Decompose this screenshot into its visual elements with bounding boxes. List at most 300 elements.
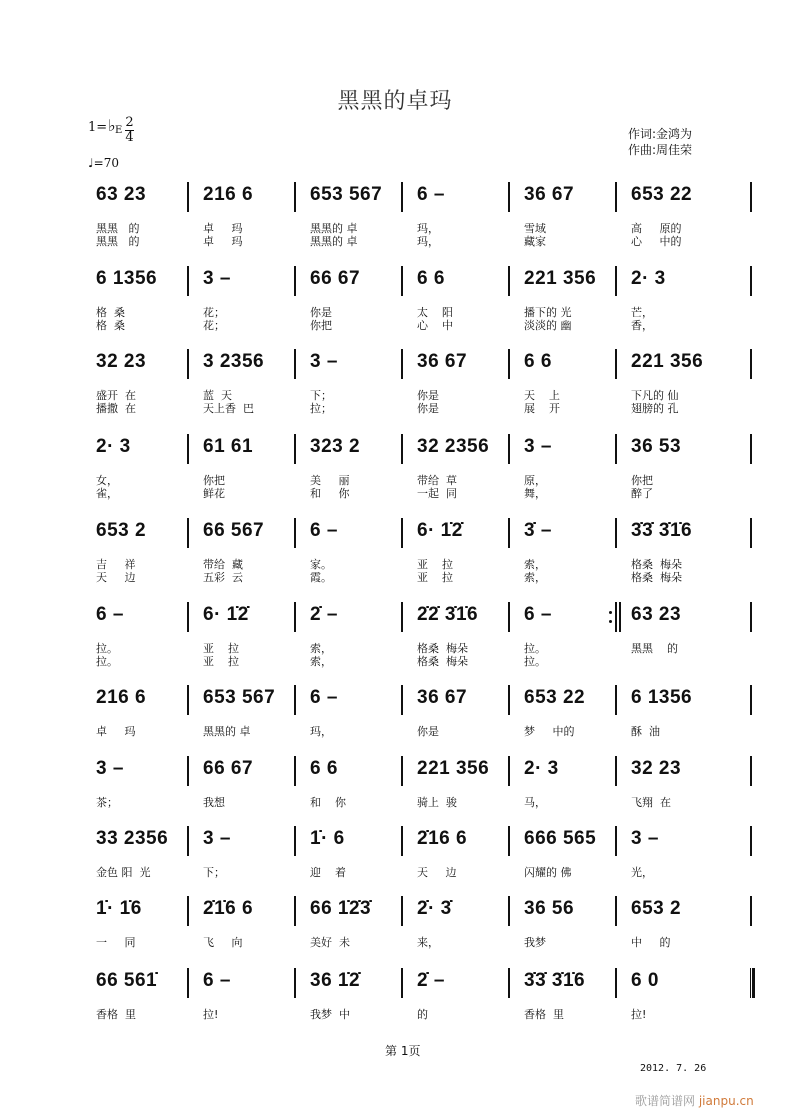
barline	[508, 518, 510, 548]
measure-notes: 653 2	[96, 520, 147, 541]
measure-notes: 2̇16 6	[417, 828, 468, 849]
lyrics-verse-2: 拉。	[524, 655, 546, 668]
measure	[623, 260, 730, 330]
measure	[88, 679, 195, 749]
measure	[88, 260, 195, 330]
measure	[623, 679, 730, 749]
barline	[294, 518, 296, 548]
measure-notes: 6 –	[203, 970, 231, 991]
barline	[187, 896, 189, 926]
score-row	[88, 750, 728, 820]
lyrics-verse-1: 美好 未	[310, 936, 350, 949]
measure-notes: 1̇· 1̇6	[96, 898, 142, 919]
measure-notes: 221 356	[417, 758, 490, 779]
measure	[302, 962, 409, 1032]
barline	[401, 518, 403, 548]
measure-notes: 2· 3	[96, 436, 131, 457]
lyrics-verse-1: 和 你	[310, 796, 346, 809]
measure-notes: 221 356	[631, 351, 704, 372]
lyrics-verse-1: 茶；	[96, 796, 118, 809]
barline	[401, 756, 403, 786]
barline	[615, 826, 617, 856]
composer: 作曲:周佳荣	[628, 143, 693, 157]
measure	[195, 512, 302, 582]
barline	[508, 685, 510, 715]
measure-notes: 3 –	[96, 758, 124, 779]
lyrics-verse-1: 下；	[310, 389, 332, 402]
barline	[294, 266, 296, 296]
barline	[401, 182, 403, 212]
barline	[401, 685, 403, 715]
barline	[294, 826, 296, 856]
lyrics-verse-1: 中 的	[631, 936, 671, 949]
measure-notes: 66 67	[310, 268, 361, 289]
measure-notes: 66 567	[203, 520, 265, 541]
lyrics-verse-1: 拉。	[524, 642, 546, 655]
lyrics-verse-2: 心 中	[417, 319, 453, 332]
measure	[409, 260, 516, 330]
measure	[516, 596, 623, 666]
measure	[195, 596, 302, 666]
lyrics-verse-1: 来，	[417, 936, 439, 949]
measure-notes: 36 1̇2̇	[310, 970, 361, 991]
lyrics-verse-2: 拉。	[96, 655, 118, 668]
measure	[195, 260, 302, 330]
lyrics-verse-2: 一起 同	[417, 487, 457, 500]
measure	[623, 962, 730, 1032]
lyrics-verse-2: 天 边	[96, 571, 136, 584]
score-row	[88, 343, 728, 413]
barline	[615, 182, 617, 212]
lyrics-verse-2: 藏家	[524, 235, 546, 248]
lyrics-verse-1: 格桑 梅朵	[631, 558, 682, 571]
lyrics-verse-1: 天 边	[417, 866, 457, 879]
lyrics-verse-1: 梦 中的	[524, 725, 575, 738]
measure-notes: 66 561̇	[96, 970, 158, 991]
time-top: 2	[125, 115, 134, 130]
measure	[409, 679, 516, 749]
barline	[294, 968, 296, 998]
measure-notes: 36 67	[524, 184, 575, 205]
barline	[401, 266, 403, 296]
measure	[302, 428, 409, 498]
lyrics-verse-1: 你是	[310, 306, 332, 319]
lyrics-verse-1: 格 桑	[96, 306, 125, 319]
lyrics-verse-2: 心 中的	[631, 235, 682, 248]
barline	[508, 266, 510, 296]
lyrics-verse-2: 花；	[203, 319, 225, 332]
measure	[88, 596, 195, 666]
measure-notes: 3 2356	[203, 351, 265, 372]
lyrics-verse-2: 翅膀的 孔	[631, 402, 679, 415]
final-barline	[750, 968, 755, 998]
measure	[623, 750, 730, 820]
measure-notes: 3 –	[310, 351, 338, 372]
measure-notes: 32 2356	[417, 436, 490, 457]
lyrics-verse-2: 格桑 梅朵	[417, 655, 468, 668]
lyrics-verse-1: 你是	[417, 725, 439, 738]
measure-notes: 6 6	[310, 758, 338, 779]
measure-notes: 32 23	[631, 758, 682, 779]
lyrics-verse-2: 亚 拉	[203, 655, 239, 668]
lyrics-verse-1: 卓 玛	[96, 725, 136, 738]
barline	[187, 685, 189, 715]
measure-notes: 2̇ –	[310, 604, 338, 625]
measure	[516, 820, 623, 890]
measure-notes: 33 2356	[96, 828, 169, 849]
barline	[401, 896, 403, 926]
tempo-marking: ♩=70	[88, 156, 119, 170]
measure	[302, 260, 409, 330]
barline	[508, 756, 510, 786]
measure-notes: 32 23	[96, 351, 147, 372]
measure	[88, 962, 195, 1032]
measure-notes: 6· 1̇2̇	[417, 520, 463, 541]
lyrics-verse-1: 迎 着	[310, 866, 346, 879]
measure-notes: 2̇1̇6 6	[203, 898, 254, 919]
lyrics-verse-2: 格桑 梅朵	[631, 571, 682, 584]
measure	[195, 428, 302, 498]
barline	[187, 266, 189, 296]
measure-notes: 323 2	[310, 436, 361, 457]
lyrics-verse-2: 黑黑 的	[96, 235, 140, 248]
lyrics-verse-1: 你把	[631, 474, 653, 487]
measure	[302, 820, 409, 890]
key-note: E	[115, 125, 123, 136]
measure	[88, 176, 195, 246]
measure	[88, 343, 195, 413]
lyrics-verse-1: 拉。	[96, 642, 118, 655]
lyrics-verse-1: 卓 玛	[203, 222, 243, 235]
measure-notes: 6 1356	[631, 687, 693, 708]
score-row	[88, 596, 728, 666]
measure-notes: 2̇· 3̇	[417, 898, 452, 919]
lyrics-verse-2: 天上香 巴	[203, 402, 254, 415]
measure-notes: 216 6	[96, 687, 147, 708]
measure	[516, 890, 623, 960]
barline	[508, 896, 510, 926]
barline	[750, 896, 752, 926]
measure-notes: 3 –	[631, 828, 659, 849]
measure	[623, 890, 730, 960]
measure-notes: 36 56	[524, 898, 575, 919]
measure-notes: 6 –	[524, 604, 552, 625]
measure	[516, 428, 623, 498]
barline	[294, 182, 296, 212]
lyrics-verse-2: 香，	[631, 319, 653, 332]
barline	[508, 968, 510, 998]
barline	[294, 434, 296, 464]
measure-notes: 2· 3	[524, 758, 559, 779]
measure-notes: 63 23	[96, 184, 147, 205]
measure-notes: 36 67	[417, 687, 468, 708]
measure	[623, 176, 730, 246]
measure	[409, 343, 516, 413]
measure	[516, 512, 623, 582]
time-signature	[125, 116, 134, 145]
barline	[615, 896, 617, 926]
lyrics-verse-1: 下凡的 仙	[631, 389, 679, 402]
barline	[615, 349, 617, 379]
barline	[187, 968, 189, 998]
time-bottom: 4	[125, 130, 134, 145]
lyrics-verse-1: 马，	[524, 796, 546, 809]
lyrics-verse-2: 舞，	[524, 487, 546, 500]
measure-notes: 36 67	[417, 351, 468, 372]
barline	[750, 826, 752, 856]
measure-notes: 3̇ –	[524, 520, 552, 541]
barline	[750, 756, 752, 786]
measure	[195, 679, 302, 749]
measure-notes: 2̇ –	[417, 970, 445, 991]
measure	[302, 679, 409, 749]
measure-notes: 653 2	[631, 898, 682, 919]
measure-notes: 221 356	[524, 268, 597, 289]
lyrics-verse-1: 吉 祥	[96, 558, 136, 571]
measure	[88, 820, 195, 890]
barline	[508, 602, 510, 632]
barline	[508, 826, 510, 856]
barline	[750, 434, 752, 464]
barline	[294, 756, 296, 786]
lyrics-verse-1: 你是	[417, 389, 439, 402]
barline	[615, 518, 617, 548]
lyrics-verse-1: 播下的 光	[524, 306, 572, 319]
barline	[401, 968, 403, 998]
measure-notes: 6 –	[96, 604, 124, 625]
score-row	[88, 820, 728, 890]
lyrics-verse-1: 玛，	[310, 725, 332, 738]
date: 2012. 7. 26	[640, 1063, 707, 1074]
lyrics-verse-1: 带给 藏	[203, 558, 243, 571]
lyrics-verse-1: 香格 里	[96, 1008, 136, 1021]
lyrics-verse-1: 原，	[524, 474, 546, 487]
lyrics-verse-1: 黑黑 的	[631, 642, 678, 655]
measure-notes: 2̇2̇ 3̇1̇6	[417, 604, 479, 625]
lyrics-verse-1: 黑黑的 卓	[203, 725, 251, 738]
lyrics-verse-1: 带给 草	[417, 474, 457, 487]
measure	[409, 750, 516, 820]
barline	[294, 602, 296, 632]
measure	[409, 176, 516, 246]
barline	[187, 756, 189, 786]
barline	[508, 182, 510, 212]
lyrics-verse-2: 和 你	[310, 487, 350, 500]
lyrics-verse-2: 霞。	[310, 571, 332, 584]
measure	[623, 820, 730, 890]
measure-notes: 6 6	[417, 268, 445, 289]
lyrics-verse-2: 醉了	[631, 487, 653, 500]
lyrics-verse-1: 女，	[96, 474, 118, 487]
lyrics-verse-1: 我想	[203, 796, 225, 809]
measure	[516, 176, 623, 246]
lyrics-verse-1: 索，	[310, 642, 332, 655]
barline	[187, 434, 189, 464]
measure	[516, 343, 623, 413]
lyrics-verse-1: 索，	[524, 558, 546, 571]
measure	[302, 890, 409, 960]
lyrics-verse-1: 的	[417, 1008, 428, 1021]
measure-notes: 3̇3̇ 3̇1̇6	[631, 520, 693, 541]
barline	[187, 349, 189, 379]
lyrics-verse-1: 亚 拉	[417, 558, 453, 571]
measure-notes: 653 567	[203, 687, 276, 708]
lyrics-verse-1: 光，	[631, 866, 653, 879]
score-row	[88, 512, 728, 582]
watermark	[635, 1092, 754, 1109]
score-row	[88, 176, 728, 246]
barline	[508, 434, 510, 464]
barline	[401, 434, 403, 464]
measure	[195, 820, 302, 890]
measure	[409, 428, 516, 498]
lyricist: 作词:金鸿为	[628, 127, 693, 141]
score-row	[88, 679, 728, 749]
lyrics-verse-2: 亚 拉	[417, 571, 453, 584]
barline	[615, 685, 617, 715]
lyrics-verse-1: 飞 向	[203, 936, 243, 949]
measure-notes: 63 23	[631, 604, 682, 625]
barline	[187, 518, 189, 548]
score-row	[88, 428, 728, 498]
lyrics-verse-2: 拉；	[310, 402, 332, 415]
barline	[187, 602, 189, 632]
lyrics-verse-1: 我梦	[524, 936, 546, 949]
watermark-cn: 歌谱简谱网	[635, 1094, 696, 1108]
barline	[187, 182, 189, 212]
lyrics-verse-1: 骑上 骏	[417, 796, 457, 809]
lyrics-verse-2: 索，	[524, 571, 546, 584]
measure-notes: 653 567	[310, 184, 383, 205]
barline	[615, 434, 617, 464]
lyrics-verse-2: 淡淡的 幽	[524, 319, 572, 332]
lyrics-verse-2: 鲜花	[203, 487, 225, 500]
lyrics-verse-1: 一 同	[96, 936, 136, 949]
measure	[409, 890, 516, 960]
lyrics-verse-1: 美 丽	[310, 474, 350, 487]
barline	[401, 602, 403, 632]
measure	[302, 176, 409, 246]
measure	[516, 679, 623, 749]
barline	[294, 896, 296, 926]
barline	[750, 266, 752, 296]
lyrics-verse-1: 太 阳	[417, 306, 453, 319]
measure-notes: 6 0	[631, 970, 659, 991]
lyrics-verse-2: 展 开	[524, 402, 560, 415]
barline	[615, 756, 617, 786]
barline	[750, 182, 752, 212]
measure	[195, 750, 302, 820]
repeat-sign	[609, 602, 621, 632]
key-prefix: 1=	[88, 120, 108, 135]
measure-notes: 3 –	[203, 828, 231, 849]
measure-notes: 3 –	[524, 436, 552, 457]
barline	[750, 349, 752, 379]
measure-notes: 6 6	[524, 351, 552, 372]
measure-notes: 6 –	[417, 184, 445, 205]
measure	[88, 428, 195, 498]
barline	[294, 349, 296, 379]
measure	[623, 512, 730, 582]
measure	[409, 820, 516, 890]
lyrics-verse-1: 亚 拉	[203, 642, 239, 655]
barline	[750, 602, 752, 632]
lyrics-verse-1: 芒，	[631, 306, 653, 319]
measure	[88, 750, 195, 820]
measure	[516, 260, 623, 330]
flat-icon: ♭	[108, 116, 116, 135]
page-number: 第 1页	[385, 1044, 421, 1058]
measure	[409, 512, 516, 582]
measure-notes: 3̇3̇ 3̇1̇6	[524, 970, 586, 991]
lyrics-verse-1: 天 上	[524, 389, 560, 402]
measure	[88, 890, 195, 960]
lyrics-verse-1: 闪耀的 佛	[524, 866, 572, 879]
measure-notes: 666 565	[524, 828, 597, 849]
lyrics-verse-1: 下；	[203, 866, 225, 879]
barline	[750, 685, 752, 715]
measure-notes: 61 61	[203, 436, 254, 457]
measure-notes: 1̇· 6	[310, 828, 345, 849]
score-row	[88, 260, 728, 330]
measure	[195, 890, 302, 960]
lyrics-verse-2: 雀，	[96, 487, 118, 500]
measure-notes: 66 67	[203, 758, 254, 779]
measure	[409, 962, 516, 1032]
measure-notes: 653 22	[631, 184, 693, 205]
lyrics-verse-1: 花；	[203, 306, 225, 319]
measure	[302, 512, 409, 582]
credits	[628, 126, 692, 158]
measure-notes: 6· 1̇2̇	[203, 604, 249, 625]
song-title: 黑黑的卓玛	[337, 89, 453, 114]
measure	[302, 596, 409, 666]
score-row	[88, 962, 728, 1032]
lyrics-verse-1: 飞翔 在	[631, 796, 671, 809]
lyrics-verse-1: 我梦 中	[310, 1008, 350, 1021]
lyrics-verse-2: 黑黑的 卓	[310, 235, 358, 248]
lyrics-verse-2: 播撒 在	[96, 402, 136, 415]
lyrics-verse-1: 蓝 天	[203, 389, 232, 402]
barline	[508, 349, 510, 379]
lyrics-verse-1: 你把	[203, 474, 225, 487]
measure-notes: 216 6	[203, 184, 254, 205]
lyrics-verse-1: 香格 里	[524, 1008, 564, 1021]
lyrics-verse-1: 玛，	[417, 222, 439, 235]
lyrics-verse-2: 五彩 云	[203, 571, 243, 584]
measure	[623, 343, 730, 413]
lyrics-verse-1: 酥 油	[631, 725, 660, 738]
measure	[516, 750, 623, 820]
watermark-en: jianpu.cn	[698, 1094, 754, 1108]
measure	[195, 343, 302, 413]
lyrics-verse-1: 拉!	[203, 1008, 219, 1021]
measure-notes: 6 –	[310, 687, 338, 708]
measure	[195, 176, 302, 246]
barline	[401, 826, 403, 856]
lyrics-verse-1: 高 原的	[631, 222, 682, 235]
lyrics-verse-1: 家。	[310, 558, 332, 571]
lyrics-verse-2: 索，	[310, 655, 332, 668]
lyrics-verse-2: 你把	[310, 319, 332, 332]
score-row	[88, 890, 728, 960]
measure	[302, 750, 409, 820]
barline	[615, 968, 617, 998]
lyrics-verse-2: 卓 玛	[203, 235, 243, 248]
measure-notes: 3 –	[203, 268, 231, 289]
barline	[187, 826, 189, 856]
measure	[409, 596, 516, 666]
